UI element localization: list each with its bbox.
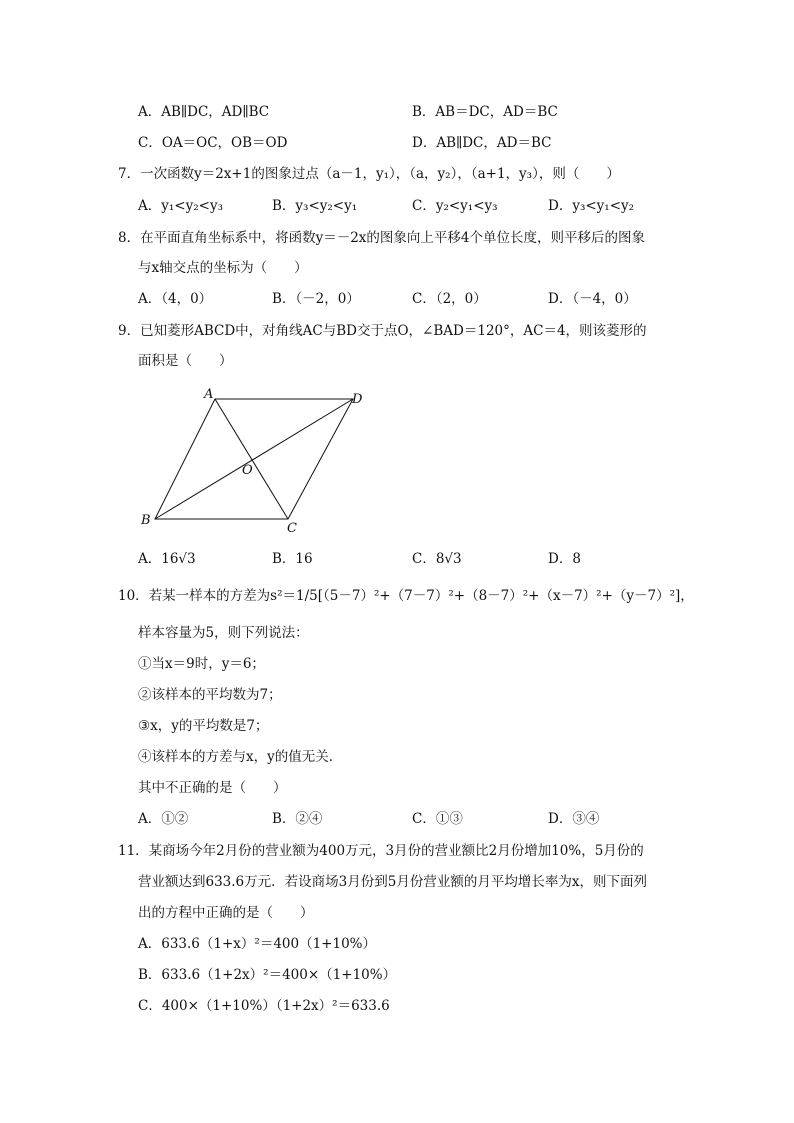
q8-stem-line2: 与x轴交点的坐标为（ ）	[138, 260, 308, 276]
q8-option-a: A．（4，0）	[138, 291, 213, 307]
q10-statement-2: ②该样本的平均数为7；	[138, 687, 282, 703]
q8-stem-line1: 8．在平面直角坐标系中，将函数y＝－2x的图象向上平移4个单位长度，则平移后的图象	[118, 230, 646, 246]
q10-option-c: C．①③	[412, 811, 463, 827]
q7-option-c: C．y₂<y₁<y₃	[412, 198, 498, 214]
q7-option-b: B．y₃<y₂<y₁	[272, 198, 358, 214]
q9-option-a: A．16√3	[138, 551, 196, 567]
label-o: O	[242, 463, 253, 478]
q8-option-b: B．（－2，0）	[272, 291, 360, 307]
q9-option-c: C．8√3	[412, 551, 462, 567]
q11-option-b: B．633.6（1+2x）²＝400×（1+10%）	[138, 967, 397, 983]
label-c: C	[287, 521, 297, 534]
q7-stem: 7．一次函数y＝2x+1的图象过点（a－1，y₁），（a，y₂），（a+1，y₃），则（ ）	[118, 166, 620, 182]
q8-option-c: C．（2，0）	[412, 291, 487, 307]
label-b: B	[141, 513, 151, 528]
q9-option-d: D．8	[548, 551, 581, 567]
q10-stem-line2: 样本容量为5，则下列说法：	[138, 625, 309, 641]
label-d: D	[352, 392, 363, 407]
q11-stem-line1: 11．某商场今年2月份的营业额为400万元，3月份的营业额比2月份增加10%，5月份的	[118, 843, 644, 859]
q11-stem-line3: 出的方程中正确的是（ ）	[138, 905, 314, 921]
q10-stem-line1: 10．若某一样本的方差为s²＝1/5[（5－7）²+（7－7）²+（8－7）²+（x－7）²+（y－7）²]，	[118, 588, 694, 604]
q10-statement-3: ③x，y的平均数是7；	[138, 718, 269, 734]
q11-stem-line2: 营业额达到633.6万元．若设商场3月份到5月份营业额的月平均增长率为x，则下面列	[138, 874, 647, 890]
diagonal-ac	[215, 399, 288, 519]
q10-option-d: D．③④	[548, 811, 600, 827]
q6-option-c: C．OA＝OC，OB＝OD	[138, 135, 288, 151]
q10-option-a: A．①②	[138, 811, 189, 827]
q10-ask: 其中不正确的是（ ）	[138, 780, 287, 796]
q9-stem-line1: 9．已知菱形ABCD中，对角线AC与BD交于点O，∠BAD＝120°，AC＝4，则该菱形的	[118, 323, 647, 339]
q7-option-a: A．y₁<y₂<y₃	[138, 198, 223, 214]
q6-option-b: B．AB＝DC，AD＝BC	[412, 104, 558, 120]
q10-statement-1: ①当x＝9时，y＝6；	[138, 656, 265, 672]
q10-statement-4: ④该样本的方差与x，y的值无关．	[138, 749, 343, 765]
q9-stem-line2: 面积是（ ）	[138, 353, 233, 369]
q11-option-a: A．633.6（1+x）²＝400（1+10%）	[138, 936, 376, 952]
q7-option-d: D．y₃<y₁<y₂	[548, 198, 635, 214]
q6-option-a: A．AB∥DC，AD∥BC	[138, 104, 270, 120]
rhombus-figure	[138, 384, 378, 534]
q11-option-c: C．400×（1+10%）（1+2x）²＝633.6	[138, 998, 390, 1014]
label-a: A	[204, 387, 214, 402]
q6-option-d: D．AB∥DC，AD＝BC	[412, 135, 552, 151]
q8-option-d: D．（－4，0）	[548, 291, 637, 307]
q9-option-b: B．16	[272, 551, 313, 567]
q10-option-b: B．②④	[272, 811, 323, 827]
